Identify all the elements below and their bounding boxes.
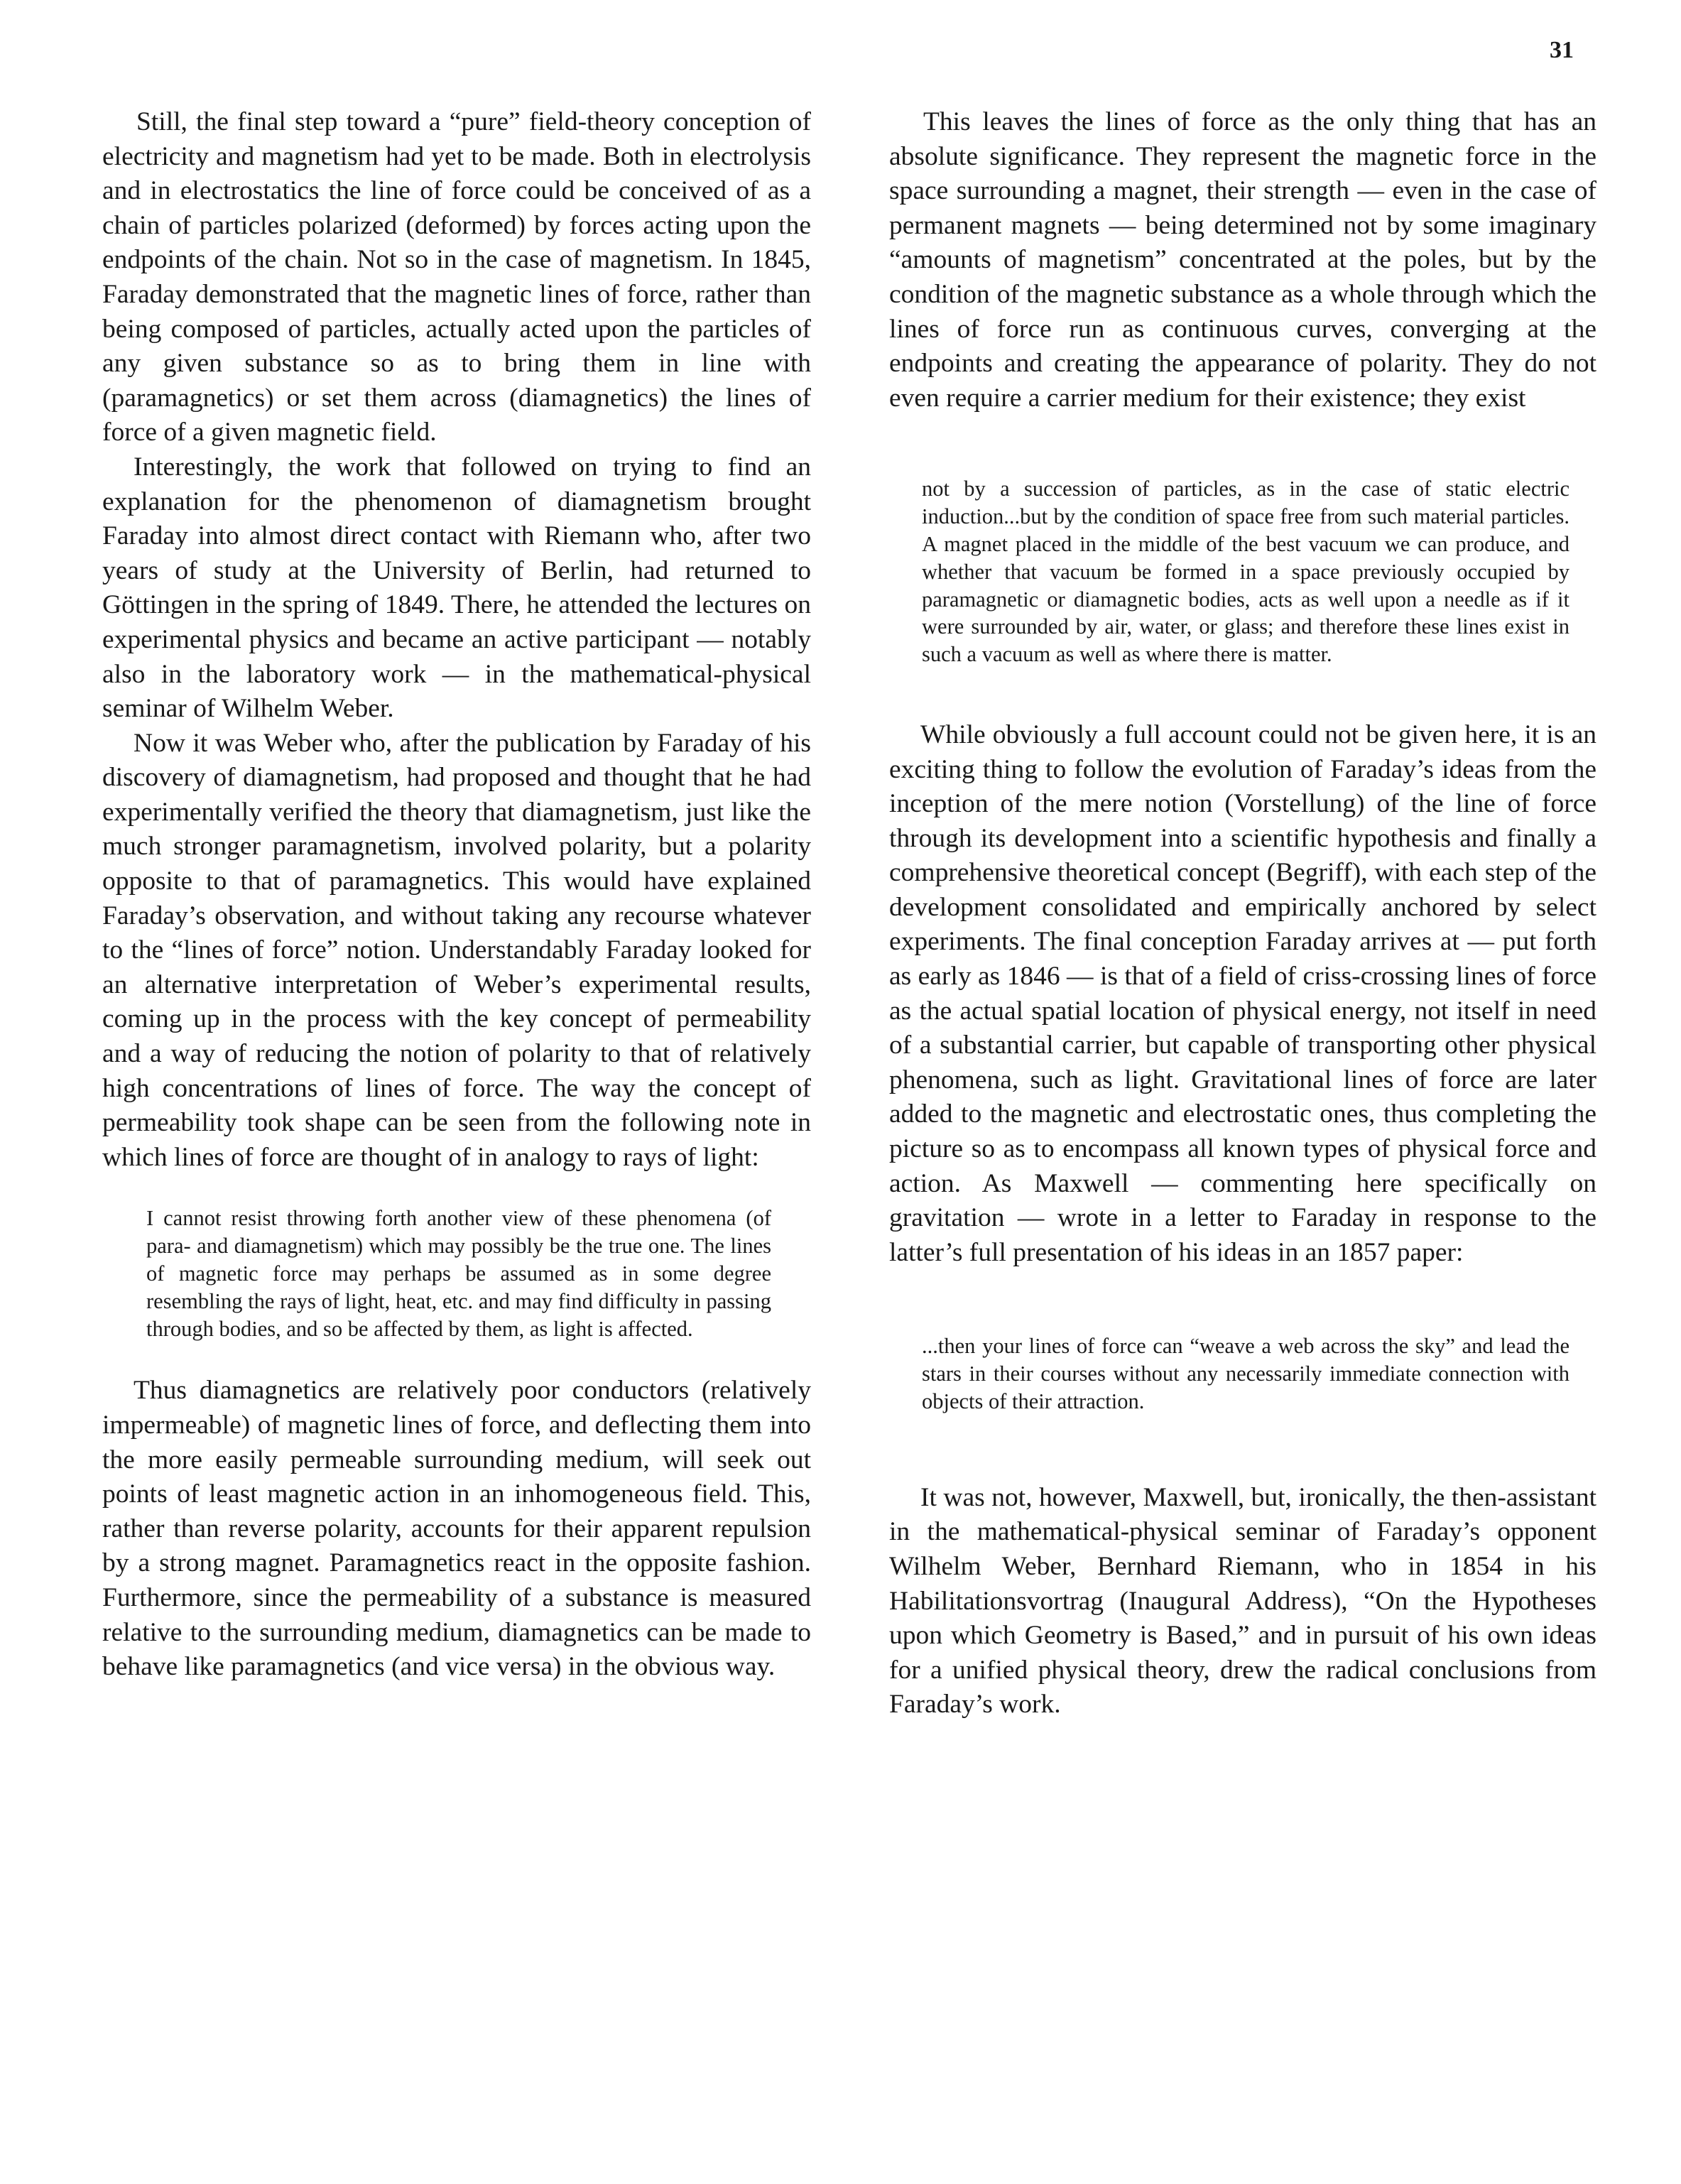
paragraph-diamagnetism-riemann: Interestingly, the work that followed on trying to find an explanation for the phenomenon of diamagnetism brought Faraday into almost direct contact with Riemann who, after two years of study at the University of Berlin, had returned to Göttingen in the spring of 1849. There, he attended the lectures on experimental physics and became an active participant — notably also in the laboratory work — in the mathematical-physical seminar of Wilhelm Weber. xyxy=(102,452,811,724)
paragraph-evolution-faraday-ideas: While obviously a full account could not be given here, it is an exciting thing to follow the evolution of Faraday’s ideas from the inception of the mere notion (Vorstellung) of the line of force through its development into a scientific hypothesis and finally a comprehensive theoretical concept (Begriff), with each step of the development consolidated and empirically anchored by select experiments. The final conception Faraday arrives at — put forth as early as 1846 — is that of a field of criss-crossing lines of force as the actual spatial location of physical energy, not itself in need of a substantial carrier, but capable of transporting other physical phenomena, such as light. Gravitational lines of force are later added to the magnetic and electrostatic ones, thus completing the picture so as to encompass all known types of physical force and action. As Maxwell — commenting here specifically on gravitation — wrote in a letter to Faraday in response to the latter’s full presentation of his ideas in an 1857 paper: xyxy=(889,719,1596,1267)
paragraph-lines-of-force-significance: This leaves the lines of force as the only thing that has an absolute significance. They represent the magnetic force in the space surrounding a magnet, their strength — even in the case of permanent magnets — being determined not by some imaginary “amounts of magnetism” concentrated at the poles, but by the condition of the magnetic substance as a whole through which the lines of force run as continuous curves, converging at the endpoints and creating the appearance of polarity. They do not even require a carrier medium for their existence; they exist xyxy=(889,107,1596,413)
right-column xyxy=(889,105,1596,1722)
paragraph-diamagnetics-conductors: Thus diamagnetics are relatively poor conductors (relatively impermeable) of magnetic lines of force, and deflecting them into the more easily permeable surrounding medium, will seek out points of least magnetic action in an inhomogeneous field. This, rather than reverse polarity, accounts for their apparent repulsion by a strong magnet. Paramagnetics react in the opposite fashion. Furthermore, since the permeability of a substance is measured relative to the surrounding medium, diamagnetics can be made to behave like paramagnetics (and vice versa) in the obvious way. xyxy=(102,1376,811,1682)
paragraph-pure-field-theory: Still, the final step toward a “pure” field-theory conception of electricity and magnetism had yet to be made. Both in electrolysis and in electrostatics the line of force could be conceived of as a chain of particles polarized (deformed) by forces acting upon the endpoints of the chain. Not so in the case of magnetism. In 1845, Faraday demonstrated that the magnetic lines of force, rather than being composed of particles, actually acted upon the particles of any given substance so as to bring them in line with (paramagnetics) or set them across (diamagnetics) the lines of force of a given magnetic field. xyxy=(102,107,811,447)
paragraph-riemann-conclusions: It was not, however, Maxwell, but, ironically, the then-assistant in the mathematical-physical seminar of Faraday’s opponent Wilhelm Weber, Bernhard Riemann, who in 1854 in his Habilitationsvortrag (Inaugural Address), “On the Hypotheses upon which Geometry is Based,” and in pursuit of his own ideas for a unified physical theory, drew the radical conclusions from Faraday’s work. xyxy=(889,1482,1596,1720)
paragraph-weber-permeability: Now it was Weber who, after the publication by Faraday of his discovery of diamagnetism, had proposed and thought that he had experimentally verified the theory that diamagnetism, just like the much stronger paramagnetism, involved polarity, but a polarity opposite to that of paramagnetics. This would have explained Faraday’s observation, and without taking any recourse whatever to the “lines of force” notion. Understandably Faraday looked for an alternative interpretation of Weber’s experimental results, coming up in the process with the key concept of permeability and a way of reducing the notion of polarity to that of relatively high concentrations of lines of force. The way the concept of permeability took shape can be seen from the following note in which lines of force are thought of in analogy to rays of light: xyxy=(102,728,811,1172)
block-quote-faraday-light: I cannot resist throwing forth another view of these phenomena (of para- and diamagnetism) which may possibly be the true one. The lines of magnetic force may perhaps be assumed as in some degree resembling the rays of light, heat, etc. and may find difficulty in passing through bodies, and so be affected by them, as light is affected. xyxy=(146,1206,771,1341)
left-column xyxy=(102,105,811,1685)
page-number: 31 xyxy=(1550,37,1574,63)
block-quote-faraday-vacuum: not by a succession of particles, as in the case of static electric induction...but by the condition of space free from such material particles. A magnet placed in the middle of the best vacuum we can produce, and whether that vacuum be formed in a space previously occupied by paramagnetic or diamagnetic bodies, acts as well upon a needle as if it were surrounded by air, water, or glass; and therefore these lines exist in such a vacuum as well as where there is matter. xyxy=(922,477,1570,667)
block-quote-maxwell-web: ...then your lines of force can “weave a web across the sky” and lead the stars in their courses without any necessarily immediate connection with objects of their attraction. xyxy=(922,1334,1570,1414)
